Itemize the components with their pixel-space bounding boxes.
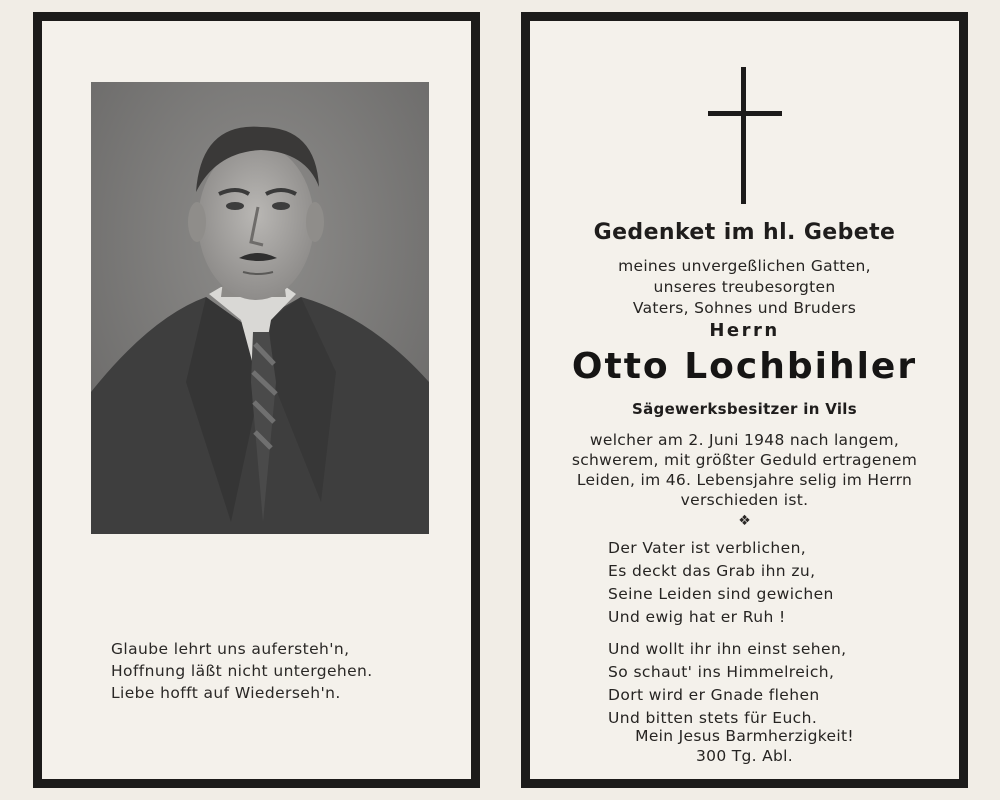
poem-line: Und bitten stets für Euch.	[608, 709, 818, 727]
poem-line: Und ewig hat er Ruh !	[608, 608, 786, 626]
intro-line: Vaters, Sohnes und Bruders	[632, 299, 857, 317]
indulgence-note: 300 Tg. Abl.	[696, 747, 793, 765]
death-notice-line: verschieden ist.	[680, 491, 809, 509]
poem-line: So schaut' ins Himmelreich,	[608, 663, 835, 681]
poem-line: Es deckt das Grab ihn zu,	[608, 562, 816, 580]
poem-line: Und wollt ihr ihn einst sehen,	[608, 640, 847, 658]
portrait-photo	[91, 82, 429, 534]
heading: Gedenket im hl. Gebete	[593, 220, 896, 245]
cross-icon	[700, 67, 790, 207]
death-notice-line: Leiden, im 46. Lebensjahre selig im Herrn	[576, 471, 913, 489]
death-notice-line: welcher am 2. Juni 1948 nach langem,	[589, 431, 900, 449]
poem-line: Seine Leiden sind gewichen	[608, 585, 834, 603]
poem-line: Dort wird er Gnade flehen	[608, 686, 820, 704]
left-poem-line: Liebe hofft auf Wiederseh'n.	[111, 684, 341, 702]
left-poem-line: Glaube lehrt uns aufersteh'n,	[111, 640, 350, 658]
right-card-panel	[521, 12, 968, 788]
portrait-image	[91, 82, 429, 534]
occupation: Sägewerksbesitzer in Vils	[632, 400, 857, 418]
left-poem-line: Hoffnung läßt nicht untergehen.	[111, 662, 373, 680]
closing-prayer: Mein Jesus Barmherzigkeit!	[635, 727, 854, 745]
honorific: Herrn	[709, 320, 780, 341]
ornament-icon: ❖	[738, 513, 751, 529]
intro-text	[530, 256, 959, 319]
intro-line: meines unvergeßlichen Gatten,	[618, 257, 871, 275]
death-notice	[530, 430, 959, 510]
intro-line: unseres treubesorgten	[653, 278, 836, 296]
memorial-poem	[608, 537, 847, 730]
deceased-name: Otto Lochbihler	[571, 346, 918, 387]
death-notice-line: schwerem, mit größter Geduld ertragenem	[571, 451, 918, 469]
left-poem	[111, 638, 373, 704]
left-card-panel	[33, 12, 480, 788]
poem-line: Der Vater ist verblichen,	[608, 539, 807, 557]
stanza-gap	[608, 629, 847, 638]
